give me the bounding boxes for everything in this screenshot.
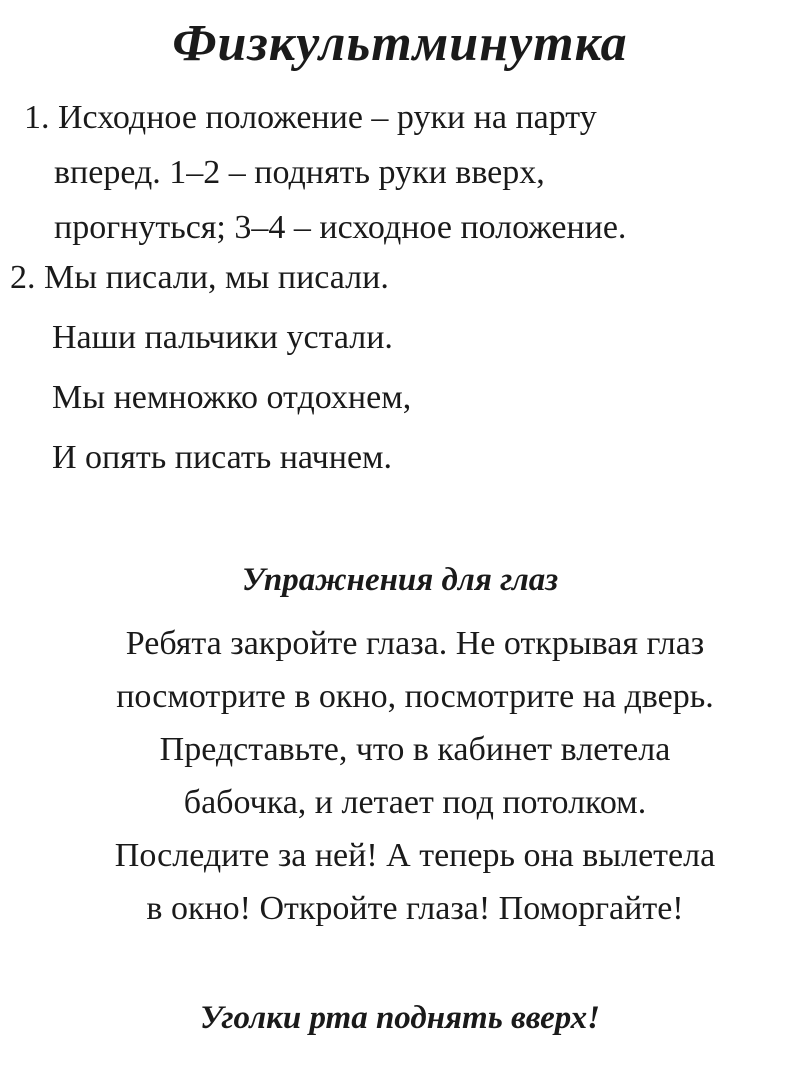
exercise-1-line: прогнуться; 3–4 – исходное положение. [54,209,627,246]
eye-exercises-text [30,617,800,935]
page-title: Физкультминутка [172,15,628,72]
eye-exercise-line: посмотрите в окно, посмотрите на дверь. [116,678,714,715]
eye-exercise-line: в окно! Откройте глаза! Поморгайте! [146,890,684,927]
eye-exercise-line: Ребята закройте глаза. Не открывая глаз [125,625,705,662]
exercise-1-line: 1. Исходное положение – руки на парту [24,99,597,136]
exercise-1 [24,90,626,255]
eye-exercise-line: бабочка, и летает под потолком. [183,784,647,821]
eye-exercise-line: Последите за ней! А теперь она вылетела [114,837,716,874]
eye-exercise-line: Представьте, что в кабинет влетела [159,731,671,768]
poem-line: И опять писать начнем. [52,439,393,476]
exercise-2-poem [10,248,411,488]
footer-instruction: Уголки рта поднять вверх! [200,1000,600,1036]
exercise-1-line: вперед. 1–2 – поднять руки вверх, [54,154,545,191]
poem-line: 2. Мы писали, мы писали. [10,259,389,296]
eye-exercises-heading: Упражнения для глаз [241,562,559,598]
poem-line: Мы немножко отдохнем, [52,379,412,416]
poem-line: Наши пальчики устали. [52,319,393,356]
